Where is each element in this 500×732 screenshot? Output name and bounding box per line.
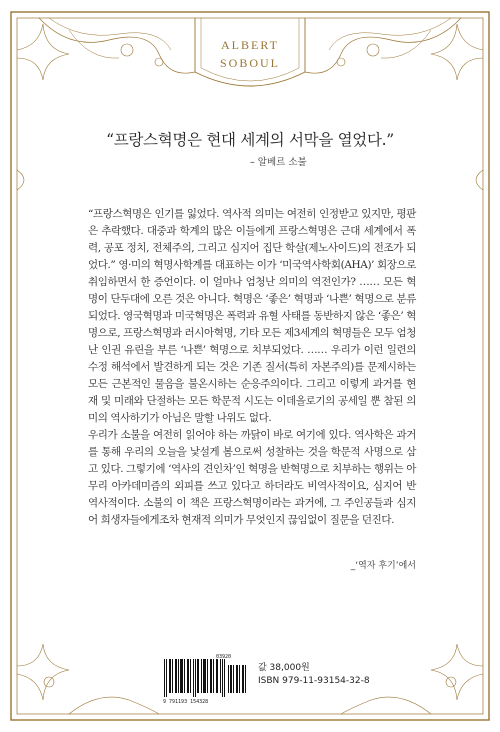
excerpt-body: [88, 206, 416, 529]
headline-quote: “프랑스혁명은 현대 세계의 서막을 열었다.”: [106, 131, 394, 149]
author-name-line2: SOBOUL: [219, 56, 280, 70]
addon-code: 03920: [216, 654, 232, 660]
excerpt-paragraph-2: 우리가 소불을 여전히 읽어야 하는 까닭이 바로 여기에 있다. 역사학은 과거를 통해 우리의 오늘을 낯설게 봄으로써 성찰하는 것을 학문적 사명으로 삼고 있다. 그렇기에 ‘역사의 견인차’인 혁명을 반혁명으로 치부하는 행위는 아무리 아카데미즘의 외피를 쓰고 있다고 하더라도 비역사적이요, 심지어 반역사적이다. 소불의 이 책은 프랑스혁명이라는 과거에, 그 주인공들과 심지어 희생자들에게조차 현재적 의미가 무엇인지 끊임없이 질문을 던진다.: [88, 429, 416, 526]
price-label: 값 38,000원: [258, 663, 310, 673]
barcode-digits: 9 791193 154328: [163, 699, 209, 705]
quote-attribution: – 알베르 소불: [250, 157, 307, 168]
author-name-line1: ALBERT: [221, 38, 279, 52]
excerpt-source: _‘역자 후기’에서: [350, 561, 416, 571]
excerpt-paragraph-1: “프랑스혁명은 인기를 잃었다. 역사적 의미는 여전히 인정받고 있지만, 평판은 추락했다. 대중과 학계의 많은 이들에게 프랑스혁명은 근대 세계에서 폭력, 공포 정치, 전체주의, 그리고 심지어 집단 학살(제노사이드)의 전조가 되었다.” 영·미의 혁명사학계를 대표하는 이가 ‘미국역사학회(AHA)’ 회장으로 취임하면서 한 증언이다. 이 얼마나 엄청난 의미의 역전인가? …… 모든 혁명이 단두대에 오른 것은 아니다. 혁명은 ‘좋은’ 혁명과 ‘나쁜’ 혁명으로 분류되었다. 영국혁명과 미국혁명은 폭력과 유혈 사태를 동반하지 않은 ‘좋은’ 혁명으로, 프랑스혁명과 러시아혁명, 기타 모든 제3세계의 혁명들은 모두 엄청난 인권 유린을 부른 ‘나쁜’ 혁명으로 치부되었다. …… 우리가 이런 일련의 수정 해석에서 발견하게 되는 것은 기존 질서(특히 자본주의)를 문제시하는 모든 근본적인 물음을 불온시하는 순응주의이다. 그리고 이렇게 과거를 현재 및 미래와 단절하는 모든 학문적 시도는 이데올로기의 공세일 뿐 참된 의미의 역사하기가 아님은 말할 나위도 없다.: [88, 208, 416, 424]
author-name: [200, 36, 300, 72]
isbn-label: ISBN 979-11-93154-32-8: [258, 676, 370, 686]
